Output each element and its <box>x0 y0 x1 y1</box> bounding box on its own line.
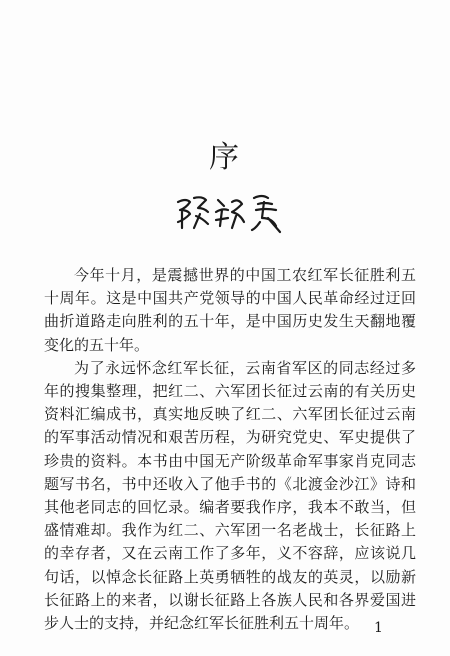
preface-body <box>44 264 416 635</box>
page-number: 1 <box>374 620 383 636</box>
page-title: 序 <box>209 140 241 175</box>
paragraph: 为了永远怀念红军长征，云南省军区的同志经过多年的搜集整理，把红二、六军团长征过云南的有关历史资料汇编成书，真实地反映了红二、六军团长征过云南的军事活动情况和艰苦历程，为研究党史、军史提供了珍贵的资料。本书由中国无产阶级革命军事家肖克同志题写书名，书中还收入了他手书的《北渡金沙江》诗和其他老同志的回忆录。编者要我作序，我本不敢当，但盛情难却。我作为红二、六军团一名老战士，长征路上的幸存者，又在云南工作了多年，义不容辞，应该说几句话，以悼念长征路上英勇牺牲的战友的英灵，以励新长征路上的来者，以谢长征路上各族人民和各界爱国进步人士的支持，并纪念红军长征胜利五十周年。 <box>44 358 416 633</box>
handwritten-signature <box>172 188 292 236</box>
paragraph: 今年十月，是震撼世界的中国工农红军长征胜利五十周年。这是中国共产党领导的中国人民革命经过迂回曲折道路走向胜利的五十年，是中国历史发生天翻地覆变化的五十年。 <box>44 266 416 354</box>
